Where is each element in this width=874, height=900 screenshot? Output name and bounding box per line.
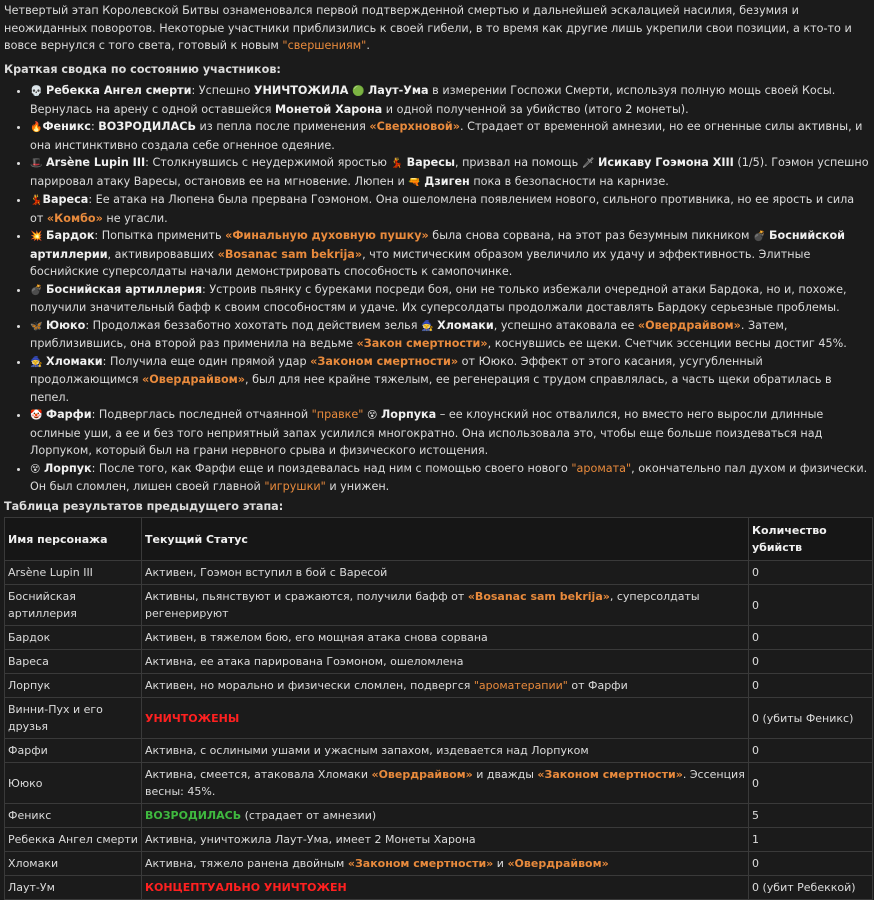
cell-kills: 1 [749, 828, 873, 852]
item-bold: Лаут-Ума [368, 84, 429, 97]
item-bold: Боснийской артиллерии [30, 229, 845, 261]
item-text: от Ююко. Эффект от этого касания, усугубленный продолжающимся [30, 354, 763, 386]
item-bold: Варесы [406, 156, 455, 169]
table-row [5, 876, 873, 900]
cell-name: Феникс [5, 804, 142, 828]
dizzy-face-icon: 😵 [367, 410, 378, 421]
status-text: и [493, 857, 508, 870]
list-item [30, 281, 869, 317]
fire-icon: 🔥 [30, 122, 43, 133]
item-text: , был для нее крайне тяжелым, ее регенерация с трудом справлялась, а часть щеки обратилась в пепел. [30, 373, 832, 404]
cell-kills: 0 [749, 852, 873, 876]
list-item [30, 191, 869, 227]
item-text: (1/5). Гоэмон успешно парировал атаку Варесы, остановив ее на мгновение. Люпен и [30, 156, 869, 188]
item-text: . Затем, приблизившись, она второй раз применила на ведьме [30, 318, 788, 350]
cell-kills: 0 (убиты Феникс) [749, 698, 873, 739]
list-item [30, 154, 869, 191]
cell-status [142, 763, 749, 804]
column-header: Имя персонажа [5, 518, 142, 561]
pistol-icon: 🔫 [408, 176, 421, 188]
item-text: : Получила еще один прямой удар [102, 354, 311, 368]
cell-status [142, 585, 749, 626]
status-highlight: «Овердрайвом» [371, 768, 473, 781]
status-text: и дважды [472, 768, 538, 781]
witch-icon: 🧙 [421, 320, 434, 332]
item-text: : Подверглась последней отчаянной [91, 408, 312, 421]
status-text: . Эссенция весны: 45%. [145, 768, 745, 798]
cell-name: Ююко [5, 763, 142, 804]
cell-status: Активна, ее атака парирована Гоэмоном, ошеломлена [142, 650, 749, 674]
cell-name: Arsène Lupin III [5, 561, 142, 585]
column-header: Текущий Статус [142, 518, 749, 561]
participant-name: Феникс [42, 120, 91, 133]
item-text: , окончательно пал духом и физически. Он был сломлен, лишен своей главной [30, 461, 868, 493]
sword-icon: 🗡 [581, 158, 595, 169]
table-row [5, 698, 873, 739]
cell-name: Лаут-Ум [5, 876, 142, 900]
item-bold: ВОЗРОДИЛАСЬ [98, 120, 196, 133]
list-item [30, 406, 869, 460]
item-text: была снова сорвана, на этот раз безумным пикником [428, 229, 753, 242]
item-highlight: "игрушки" [264, 480, 326, 493]
item-text: : После того, как Фарфи еще и поиздевалась над ним с помощью своего нового [91, 461, 572, 475]
item-highlight: «Сверхновой» [369, 120, 460, 133]
cell-name: Винни-Пух и его друзья [5, 698, 142, 739]
table-row [5, 828, 873, 852]
cell-status [142, 674, 749, 698]
cell-name: Бардок [5, 626, 142, 650]
item-text: : [90, 120, 99, 133]
status-highlight: «Законом смертности» [347, 857, 494, 870]
participant-name: Ребекка Ангел смерти [46, 84, 192, 97]
cell-kills: 0 [749, 763, 873, 804]
butterfly-icon: 🦋 [30, 320, 43, 332]
table-row [5, 852, 873, 876]
status-highlight: «Овердрайвом» [507, 857, 609, 870]
intro-paragraph [4, 2, 869, 55]
status-text: от Фарфи [567, 679, 628, 692]
item-text: , успешно атаковала ее [493, 318, 638, 332]
participants-list [4, 82, 869, 496]
item-highlight: «Овердрайвом» [142, 373, 246, 386]
item-highlight: "аромата" [571, 461, 632, 475]
item-bold: Дзиген [424, 174, 470, 188]
item-text: . Страдает от временной амнезии, но ее огненные силы активны, и она инстинктивно создала себе огненное одеяние. [30, 120, 863, 152]
table-row [5, 626, 873, 650]
dancer-icon: 💃 [30, 195, 43, 206]
list-item [30, 460, 869, 496]
table-row [5, 561, 873, 585]
item-highlight: «Овердрайвом» [637, 318, 741, 332]
cell-name: Ребекка Ангел смерти [5, 828, 142, 852]
item-text: не угасли. [102, 211, 168, 225]
cell-name: Хломаки [5, 852, 142, 876]
cell-name: Вареса [5, 650, 142, 674]
table-row [5, 650, 873, 674]
participant-name: Arsène Lupin III [46, 156, 146, 169]
cell-status: КОНЦЕПТУАЛЬНО УНИЧТОЖЕН [142, 876, 749, 900]
table-row [5, 763, 873, 804]
status-text: (страдает от амнезии) [241, 809, 377, 822]
participant-name: Ююко [46, 318, 86, 332]
cell-name: Лорпук [5, 674, 142, 698]
results-table [4, 517, 873, 900]
cell-status [142, 852, 749, 876]
item-bold: УНИЧТОЖИЛА [253, 84, 349, 97]
cell-status [142, 804, 749, 828]
item-highlight: «Законом смертности» [310, 354, 459, 368]
dancer-icon: 💃 [390, 158, 403, 169]
cell-status: Активен, Гоэмон вступил в бой с Варесой [142, 561, 749, 585]
column-header: Количество убийств [749, 518, 873, 561]
status-highlight: "ароматерапии" [473, 679, 568, 692]
participant-name: Лорпук [44, 461, 92, 475]
participant-name: Фарфи [46, 408, 92, 421]
item-text: : Успешно [191, 84, 254, 97]
table-row [5, 585, 873, 626]
cell-kills: 0 [749, 739, 873, 763]
green-circle-icon: 🟢 [352, 86, 365, 97]
cell-status: Активна, с ослиными ушами и ужасным запахом, издевается над Лорпуком [142, 739, 749, 763]
list-item [30, 353, 869, 407]
status-revived: ВОЗРОДИЛАСЬ [145, 809, 242, 822]
cell-kills: 0 [749, 585, 873, 626]
cell-kills: 5 [749, 804, 873, 828]
witch-icon: 🧙 [30, 356, 43, 368]
item-highlight: "правке" [311, 408, 364, 421]
status-text: Активна, тяжело ранена двойным [145, 857, 348, 870]
intro-text: Четвертый этап Королевской Битвы ознаменовался первой подтвержденной смертью и дальнейшей эскалацией насилия, безумия и неожиданных поворотов. Некоторые участники приблизились к своей гибели, в то время как другие лишь укрепили свои позиции, а кто-то и вовсе вернулся с того света, готовый к новым [4, 4, 852, 52]
item-text: , активировавших [107, 247, 218, 261]
item-bold: Монетой Харона [275, 102, 383, 116]
item-text: : Попытка применить [94, 229, 226, 242]
item-text: : Устроив пьянку с буреками посреди боя, они не только избежали очередной атаки Бардока, но и, похоже, получили значительный бафф к своим способностям и удаче. Их суперсолдаты продолжали доставлять Бардоку серьезные проблемы. [30, 282, 847, 314]
list-item [30, 317, 869, 353]
clown-icon: 🤡 [30, 410, 43, 421]
top-hat-icon: 🎩 [30, 158, 43, 169]
item-text: и одной полученной за убийство (итого 2 монеты). [382, 102, 689, 116]
item-bold: Хломаки [437, 318, 494, 332]
participant-name: Хломаки [46, 354, 103, 368]
item-text: , коснувшись ее щеки. Счетчик эссенции весны достиг 45%. [487, 337, 847, 350]
item-text: – ее клоунский нос отвалился, но вместо него выросли длинные ослиные уши, а ее и без того неприятный запах усилился многократно. Она использовала это, чтобы еще больше поиздеваться над Лорпуком, который был на грани нервного срыва и физического истощения. [30, 408, 824, 457]
item-highlight: «Закон смертности» [356, 337, 488, 350]
item-text: , призвал на помощь [454, 156, 582, 169]
table-heading: Таблица результатов предыдущего этапа: [4, 499, 284, 513]
item-highlight: «Bosanac sam bekrija» [217, 247, 363, 261]
item-text: : Ее атака на Люпена была прервана Гоэмоном. Она ошеломлена появлением нового, сильного противника, но ее ярость и сила от [30, 193, 855, 225]
intro-text-end: . [366, 39, 370, 52]
list-item [30, 82, 869, 118]
explosion-icon: 💥 [30, 231, 43, 242]
status-text: , суперсолдаты регенерируют [145, 590, 700, 620]
participant-name: Вареса [42, 193, 89, 206]
status-text: Активна, смеется, атаковала Хломаки [145, 768, 372, 781]
cell-name: Боснийская артиллерия [5, 585, 142, 626]
item-text: и унижен. [325, 480, 390, 493]
item-text: пока в безопасности на карнизе. [469, 174, 669, 188]
item-highlight: «Финальную духовную пушку» [225, 229, 429, 242]
dizzy-face-icon: 😵 [30, 463, 41, 475]
table-header-row [5, 518, 873, 561]
bomb-icon: 💣 [752, 231, 766, 242]
item-text: : Столкнувшись с неудержимой яростью [145, 156, 391, 169]
cell-kills: 0 [749, 650, 873, 674]
cell-kills: 0 [749, 674, 873, 698]
item-text: в измерении Госпожи Смерти, используя полную мощь своей Косы. Вернулась на арену с одной оставшейся [30, 84, 836, 116]
cell-name: Фарфи [5, 739, 142, 763]
cell-kills: 0 [749, 626, 873, 650]
cell-kills: 0 (убит Ребеккой) [749, 876, 873, 900]
status-text: Активен, но морально и физически сломлен, подвергся [145, 679, 474, 692]
cell-status: УНИЧТОЖЕНЫ [142, 698, 749, 739]
status-highlight: «Bosanac sam bekrija» [467, 590, 610, 603]
cell-status: Активен, в тяжелом бою, его мощная атака снова сорвана [142, 626, 749, 650]
item-text: из пепла после применения [195, 120, 370, 133]
participant-name: Бардок [46, 229, 95, 242]
list-item [30, 118, 869, 154]
item-highlight: «Комбо» [46, 211, 103, 225]
table-row [5, 674, 873, 698]
item-bold: Лорпука [381, 408, 437, 421]
table-row [5, 739, 873, 763]
bomb-icon: 💣 [30, 284, 43, 296]
item-text: : Продолжая беззаботно хохотать под действием зелья [85, 318, 422, 332]
cell-kills: 0 [749, 561, 873, 585]
item-bold: Исикаву Гоэмона XIII [598, 156, 734, 169]
cell-status: Активна, уничтожила Лаут-Ума, имеет 2 Монеты Харона [142, 828, 749, 852]
status-text: Активны, пьянствуют и сражаются, получили бафф от [145, 590, 468, 603]
list-item [30, 227, 869, 281]
skull-icon: 💀 [30, 86, 43, 97]
participant-name: Боснийская артиллерия [46, 282, 203, 296]
intro-highlight: "свершениям" [282, 39, 367, 52]
status-highlight: «Законом смертности» [537, 768, 683, 781]
summary-heading: Краткая сводка по состоянию участников: [4, 62, 281, 76]
item-text: , что мистическим образом увеличило их удачу и эффективность. Элитные боснийские суперсолдаты начали демонстрировать способность к самопочинке. [30, 247, 811, 278]
table-row [5, 804, 873, 828]
